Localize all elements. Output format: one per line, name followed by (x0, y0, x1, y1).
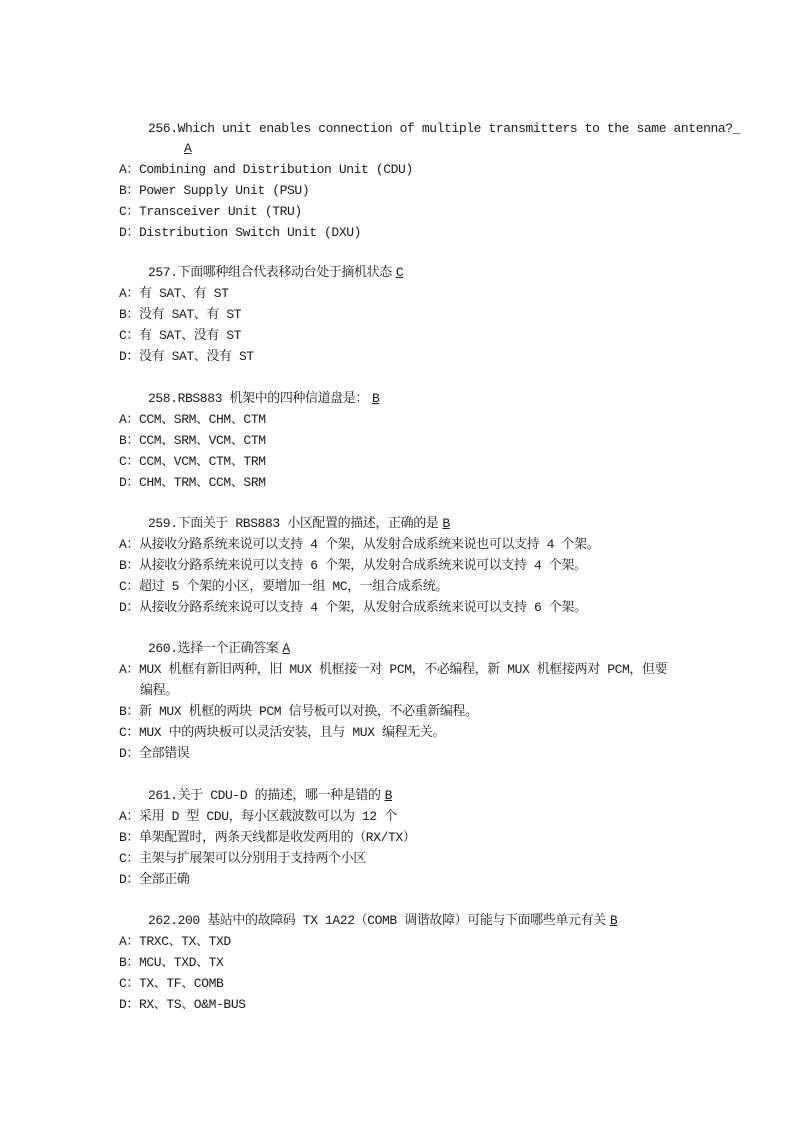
option-a: A：TRXC、TX、TXD (119, 934, 231, 949)
answer: B (442, 516, 450, 531)
option-c: C：Transceiver Unit (TRU) (119, 204, 302, 219)
answer: A (184, 141, 192, 156)
question-text: 257.下面哪种组合代表移动台处于摘机状态 (148, 265, 392, 280)
question-258 (148, 388, 383, 409)
option-a: A：CCM、SRM、CHM、CTM (119, 412, 266, 427)
question-text: 261.关于 CDU-D 的描述，哪一种是错的 (148, 788, 381, 803)
option-b: B：单架配置时，两条天线都是收发两用的（RX/TX） (119, 830, 416, 845)
option-a: A：Combining and Distribution Unit (CDU) (119, 162, 413, 177)
question-256 (148, 118, 740, 139)
option-d: D：没有 SAT、没有 ST (119, 349, 254, 364)
question-257 (148, 262, 407, 283)
option-d: D：全部正确 (119, 872, 190, 887)
option-d: D：CHM、TRM、CCM、SRM (119, 475, 266, 490)
option-b: B：Power Supply Unit (PSU) (119, 183, 310, 198)
answer: B (384, 788, 393, 803)
option-c: C：TX、TF、COMB (119, 976, 224, 991)
question-text: 256.Which unit enables connection of multiple transmitters to the same antenna?_ (148, 121, 741, 136)
question-text: 262.200 基站中的故障码 TX 1A22（COMB 调谐故障）可能与下面哪些单元有关 (148, 913, 606, 928)
question-text: 260.选择一个正确答案 (148, 641, 279, 656)
answer: C (395, 265, 404, 280)
question-text: 258.RBS883 机架中的四种信道盘是： (148, 391, 369, 406)
question-259 (148, 513, 454, 534)
option-a: A：MUX 机框有新旧两种，旧 MUX 机框接一对 PCM，不必编程，新 MUX 机框接两对 PCM，但要 (119, 662, 668, 677)
question-261 (148, 785, 396, 806)
option-c: C：MUX 中的两块板可以灵活安装，且与 MUX 编程无关。 (119, 725, 446, 740)
option-a: A：采用 D 型 CDU，每小区载波数可以为 12 个 (119, 809, 397, 824)
option-c: C：主架与扩展架可以分别用于支持两个小区 (119, 851, 366, 866)
option-a: A：有 SAT、有 ST (119, 286, 229, 301)
question-text: 259.下面关于 RBS883 小区配置的描述，正确的是 (148, 516, 439, 531)
option-c: C：有 SAT、没有 ST (119, 328, 242, 343)
option-d: D：从接收分路系统来说可以支持 4 个架，从发射合成系统来说可以支持 6 个架。 (119, 600, 587, 615)
option-b: B：从接收分路系统来说可以支持 6 个架，从发射合成系统来说可以支持 4 个架。 (119, 558, 587, 573)
option-b: B：新 MUX 机框的两块 PCM 信号板可以对换，不必重新编程。 (119, 704, 478, 719)
option-a-continuation: 编程。 (140, 683, 178, 698)
option-d: D：Distribution Switch Unit (DXU) (119, 225, 362, 240)
option-b: B：没有 SAT、有 ST (119, 307, 242, 322)
question-260 (148, 638, 294, 659)
answer: A (282, 641, 290, 656)
option-c: C：超过 5 个架的小区，要增加一组 MC，一组合成系统。 (119, 579, 449, 594)
option-b: B：MCU、TXD、TX (119, 955, 224, 970)
option-a: A：从接收分路系统来说可以支持 4 个架，从发射合成系统来说也可以支持 4 个架。 (119, 537, 600, 552)
answer: B (372, 391, 380, 406)
option-d: D：全部错误 (119, 746, 190, 761)
question-262 (148, 910, 621, 931)
answer: B (609, 913, 618, 928)
option-d: D：RX、TS、O&M-BUS (119, 997, 246, 1012)
option-c: C：CCM、VCM、CTM、TRM (119, 454, 266, 469)
option-b: B：CCM、SRM、VCM、CTM (119, 433, 266, 448)
